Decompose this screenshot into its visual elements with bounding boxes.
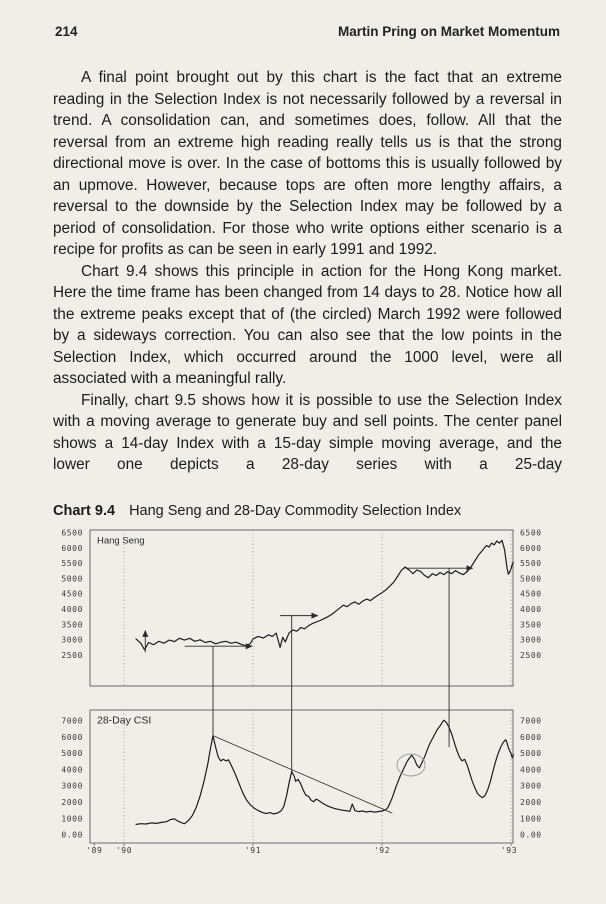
y-tick-label-left: 5000 [61,749,83,759]
chart-caption [53,503,562,519]
paragraph-3: Finally, chart 9.5 shows how it is possible to use the Selection Index with a moving average to generate buy and sell points. The center panel shows a 14-day Index with a 15-day simple moving average, and the lower one depicts a 28-day series with a 25-day [53,391,562,473]
panel-frame-0 [90,530,513,686]
chart-caption-title: Hang Seng and 28-Day Commodity Selection Index [129,503,462,519]
paragraph-2: Chart 9.4 shows this principle in action for the Hong Kong market. Here the time frame has been changed from 14 days to 28. Notice how all the extreme peaks except that of (the circled) March 1992 were followed by a sideways correction. You can also see that the low points in the Selection Index, which occurred around the 1000 level, were all associated with a meaningful rally. [53,262,562,387]
y-tick-label-left: 5500 [61,559,83,569]
y-tick-label-right: 3000 [520,635,542,645]
march-1992-circle [397,754,425,776]
x-tick-label: '92 [373,846,391,855]
y-tick-label-right: 6000 [520,543,542,553]
x-tick-label: '90 [115,846,133,855]
y-tick-label-right: 1000 [520,814,542,824]
body-text [53,67,562,476]
y-tick-label-left: 0.00 [61,830,83,840]
series-hang-seng [136,540,514,650]
y-tick-label-left: 3500 [61,620,83,630]
y-tick-label-right: 6500 [520,528,542,538]
y-tick-label-right: 6000 [520,732,542,742]
running-title: Martin Pring on Market Momentum [337,24,560,39]
y-tick-label-left: 3000 [61,781,83,791]
y-tick-label-right: 2500 [520,650,542,660]
series-csi [136,720,514,824]
x-tick-label: '93 [500,846,518,855]
y-tick-label-right: 5000 [520,574,542,584]
y-tick-label-left: 4000 [61,605,83,614]
y-tick-label-right: 7000 [520,716,542,726]
y-tick-label-left: 5000 [61,574,83,584]
y-tick-label-left: 6500 [61,528,83,538]
y-tick-label-left: 1000 [61,814,83,824]
y-tick-label-left: 2500 [61,650,83,660]
panel-label-0: Hang Seng [97,535,145,547]
y-tick-label-right: 3000 [520,781,542,791]
y-tick-label-left: 6000 [61,543,83,553]
y-tick-label-right: 5000 [520,749,542,759]
paragraph-1: A final point brought out by this chart is the fact that an extreme reading in the Selection Index is not necessarily followed by a reversal in trend. A consolidation can, and sometimes does, follow. All that the reversal from an extreme high reading really tells us is that the strong directional move is over. In the case of bottoms this is usually followed by an upmove. However, because tops are often more lengthy affairs, a reversal to the downside by the Selection Index may be followed by a period of consolidation. For those who write options either scenario is a recipe for profits as can be seen in early 1991 and 1992. [53,69,562,258]
y-tick-label-right: 3500 [520,620,542,630]
chart-caption-label: Chart 9.4 [53,503,116,519]
y-tick-label-left: 4000 [61,765,83,775]
panel-label-1: 28-Day CSI [97,714,152,727]
y-tick-label-right: 0.00 [520,830,542,840]
y-tick-label-right: 4500 [520,589,542,599]
y-tick-label-right: 5500 [520,559,542,569]
descending-trendline [213,736,392,813]
panel-frame-1 [90,710,513,843]
y-tick-label-right: 2000 [520,798,542,807]
y-tick-label-left: 3000 [61,635,83,645]
y-tick-label-right: 4000 [520,605,542,614]
y-tick-label-left: 4500 [61,589,83,599]
x-tick-label: '89 [86,846,103,855]
y-tick-label-right: 4000 [520,765,542,775]
running-header [55,24,560,39]
y-tick-label-left: 7000 [61,716,83,726]
x-tick-label: '91 [244,846,262,855]
page-number: 214 [55,24,78,39]
y-tick-label-left: 2000 [61,798,83,807]
y-tick-label-left: 6000 [61,732,83,742]
